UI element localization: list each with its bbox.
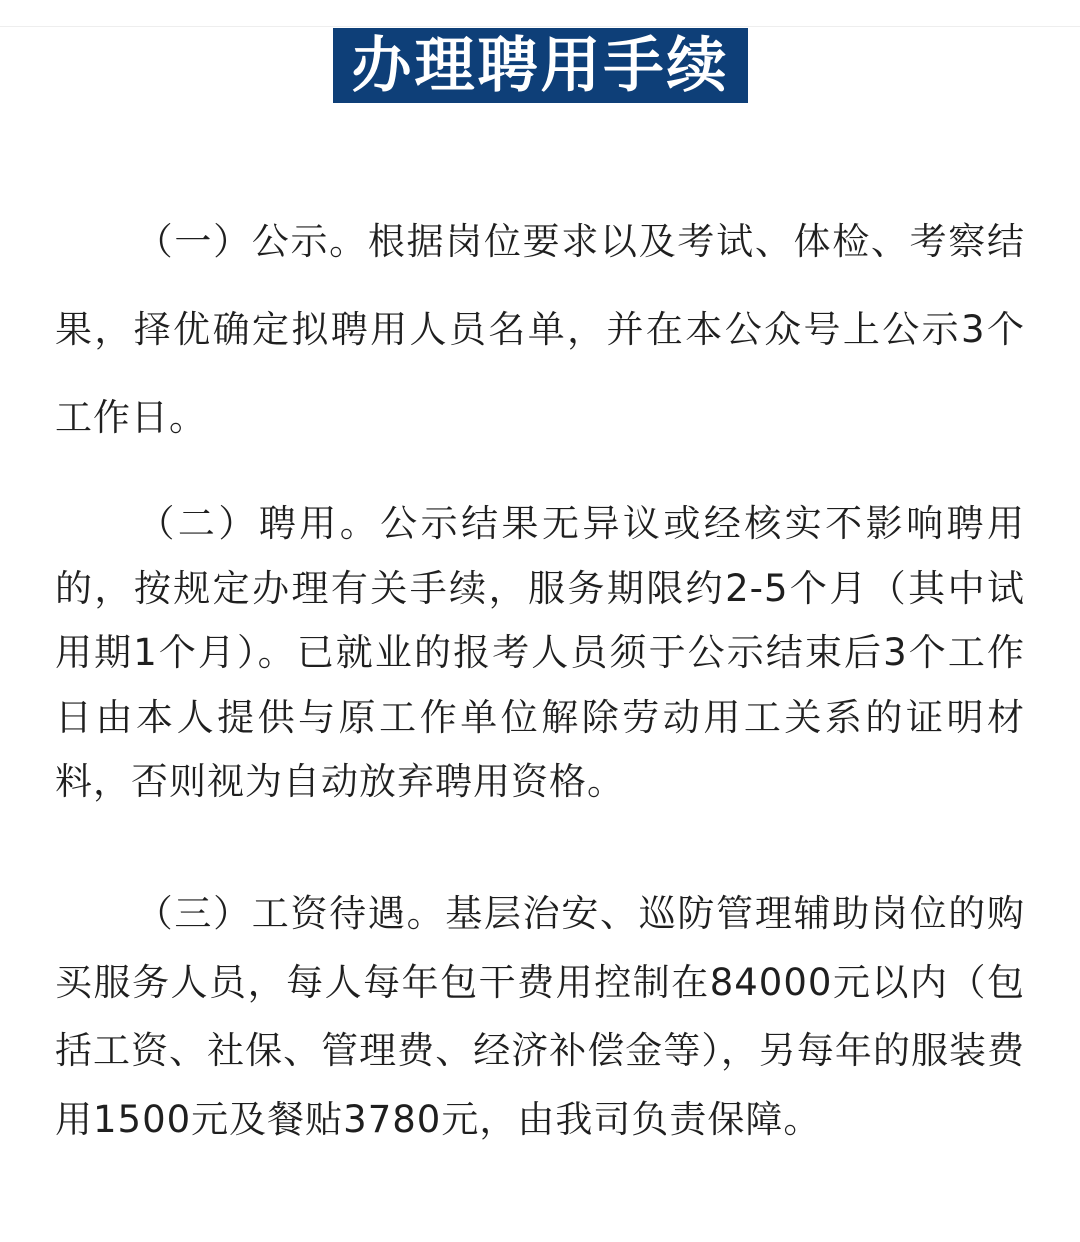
top-divider <box>0 26 1080 27</box>
paragraph-employment <box>55 492 1025 815</box>
page-title: 办理聘用手续 <box>351 30 730 101</box>
paragraph-salary <box>55 880 1025 1154</box>
paragraph-text: （二）聘用。公示结果无异议或经核实不影响聘用的，按规定办理有关手续，服务期限约2-5个月（其中试用期1个月）。已就业的报考人员须于公示结束后3个工作日由本人提供与原工作单位解除劳动用工关系的证明材料，否则视为自动放弃聘用资格。 <box>55 502 1025 803</box>
paragraph-publicity <box>55 198 1025 462</box>
paragraph-text: （三）工资待遇。基层治安、巡防管理辅助岗位的购买服务人员，每人每年包干费用控制在84000元以内（包括工资、社保、管理费、经济补偿金等），另每年的服装费用1500元及餐贴3780元，由我司负责保障。 <box>55 892 1025 1141</box>
paragraph-text: （一）公示。根据岗位要求以及考试、体检、考察结果，择优确定拟聘用人员名单，并在本公众号上公示3个工作日。 <box>55 220 1025 439</box>
title-banner <box>333 28 748 103</box>
